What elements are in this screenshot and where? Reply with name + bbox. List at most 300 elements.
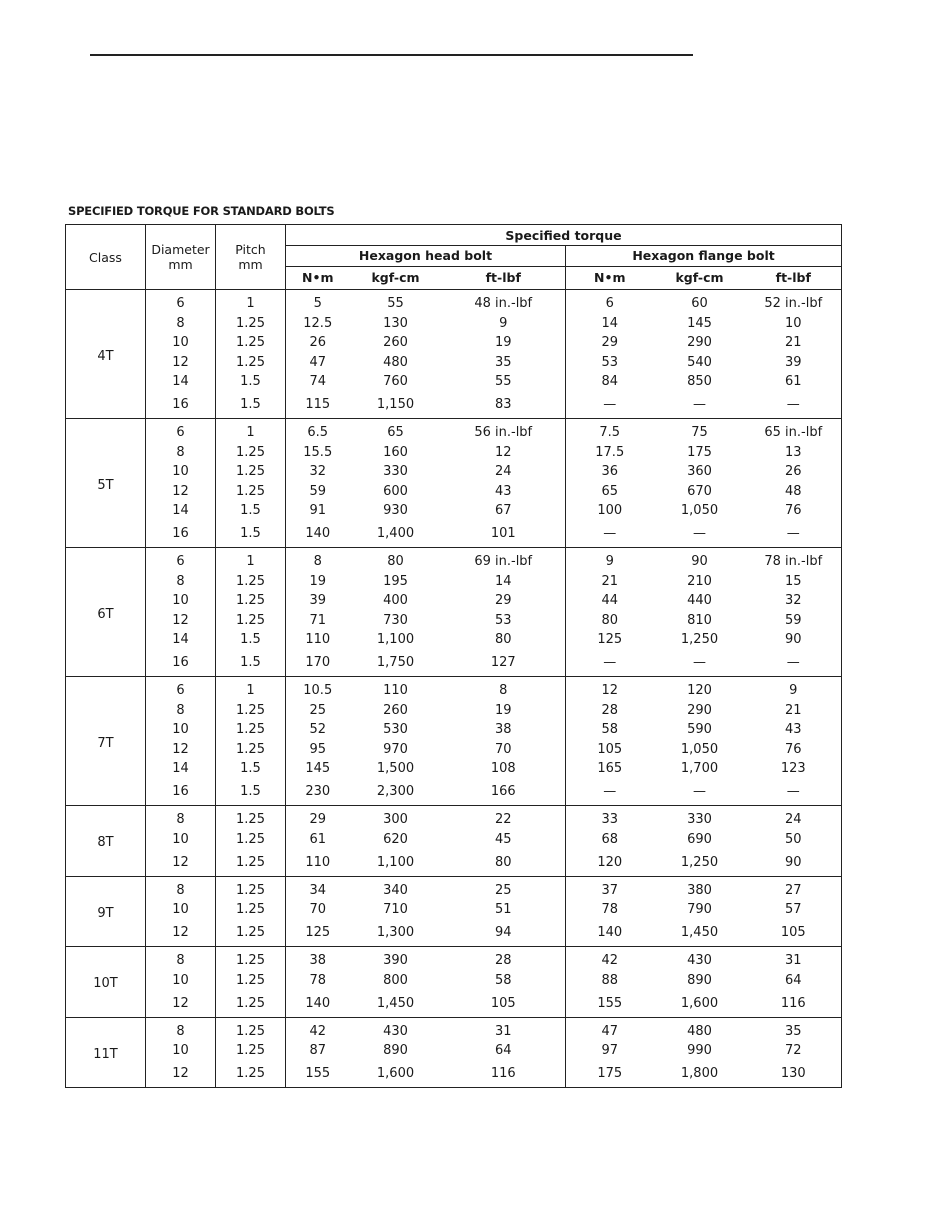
diameter-cell: 6 [146, 677, 216, 701]
flange-nm-cell: 7.5 [599, 425, 621, 441]
diameter-cell: 12 [146, 740, 216, 760]
head-ftlbf-cell: 22 [442, 806, 566, 830]
flange-nm-cell: 97 [601, 1043, 619, 1059]
head-nm-cell: 140 [286, 521, 350, 548]
head-kgfcm-cell: 1,500 [376, 761, 415, 777]
diameter-cell: 12 [146, 990, 216, 1017]
flange-nm-cell: 17.5 [595, 444, 625, 460]
flange-kgfcm-cell: 440 [687, 593, 712, 609]
head-nm-cell: 34 [309, 882, 327, 898]
flange-nm-cell: 47 [601, 1023, 619, 1039]
pitch-cell: 1.25 [216, 443, 286, 463]
diameter-cell: 6 [146, 419, 216, 443]
flange-ftlbf-cell: — [746, 392, 842, 419]
table-row [66, 920, 842, 947]
pitch-cell: 1 [216, 677, 286, 701]
head-ftlbf-cell: 53 [442, 611, 566, 631]
flange-ftlbf-cell: 76 [746, 501, 842, 521]
flange-nm-cell: 58 [601, 722, 619, 738]
flange-ftlbf-cell: — [746, 521, 842, 548]
pitch-cell: 1.25 [216, 1061, 286, 1088]
diameter-cell: 12 [146, 1061, 216, 1088]
flange-ftlbf-cell: 57 [746, 900, 842, 920]
flange-kgfcm-cell: 1,250 [680, 632, 719, 648]
flange-ftlbf-cell: 15 [746, 572, 842, 592]
diameter-cell: 10 [146, 462, 216, 482]
flange-nm-cell: 100 [597, 503, 623, 519]
flange-kgfcm-cell: 850 [687, 374, 712, 390]
table-row [66, 1041, 842, 1061]
pitch-cell: 1.25 [216, 990, 286, 1017]
table-row [66, 372, 842, 392]
head-ftlbf-cell: 8 [442, 677, 566, 701]
flange-nm-cell: 65 [601, 483, 619, 499]
table-row [66, 849, 842, 876]
pitch-cell: 1.25 [216, 353, 286, 373]
diameter-cell: 14 [146, 630, 216, 650]
flange-nm-cell: 12 [601, 683, 619, 699]
flange-ftlbf-cell: 123 [746, 759, 842, 779]
flange-kgfcm-cell: — [654, 392, 746, 419]
head-nm-cell: 91 [309, 503, 327, 519]
pitch-cell: 1 [216, 419, 286, 443]
flange-nm-cell: 125 [597, 632, 623, 648]
head-nm-cell: 8 [313, 554, 322, 570]
unit-head-nm: N•m [286, 266, 350, 289]
flange-nm-cell: 105 [597, 741, 623, 757]
flange-kgfcm-cell: 690 [687, 831, 712, 847]
flange-kgfcm-cell: — [654, 521, 746, 548]
head-nm-cell: 59 [309, 483, 327, 499]
diameter-cell: 10 [146, 900, 216, 920]
flange-kgfcm-cell: 810 [687, 612, 712, 628]
flange-nm-cell: 28 [601, 702, 619, 718]
head-kgfcm-cell: 480 [383, 354, 408, 370]
header-specified-torque: Specified torque [286, 225, 842, 246]
head-kgfcm-cell: 1,100 [350, 849, 442, 876]
top-rule [90, 54, 693, 56]
head-kgfcm-cell: 730 [383, 612, 408, 628]
head-nm-cell: 38 [309, 953, 327, 969]
table-row [66, 611, 842, 631]
flange-ftlbf-cell: 39 [746, 353, 842, 373]
head-nm-cell: 155 [286, 1061, 350, 1088]
flange-kgfcm-cell: 145 [687, 315, 712, 331]
table-row [66, 990, 842, 1017]
header-class-label: Class [89, 249, 122, 265]
head-ftlbf-cell: 38 [442, 720, 566, 740]
head-kgfcm-cell: 430 [383, 1023, 408, 1039]
flange-kgfcm-cell: 380 [687, 882, 712, 898]
table-row [66, 900, 842, 920]
head-ftlbf-cell: 19 [442, 701, 566, 721]
head-nm-cell: 47 [309, 354, 327, 370]
flange-nm-cell: 53 [601, 354, 619, 370]
diameter-cell: 16 [146, 650, 216, 677]
pitch-cell: 1.25 [216, 1041, 286, 1061]
flange-ftlbf-cell: 43 [746, 720, 842, 740]
pitch-cell: 1.25 [216, 572, 286, 592]
head-nm-cell: 125 [286, 920, 350, 947]
flange-kgfcm-cell: 1,050 [680, 741, 719, 757]
flange-kgfcm-cell: 890 [687, 972, 712, 988]
head-nm-cell: 61 [309, 831, 327, 847]
diameter-cell: 8 [146, 443, 216, 463]
flange-nm-cell: 84 [601, 374, 619, 390]
table-row [66, 630, 842, 650]
head-nm-cell: 26 [309, 335, 327, 351]
head-kgfcm-cell: 130 [383, 315, 408, 331]
pitch-cell: 1 [216, 548, 286, 572]
head-nm-cell: 115 [286, 392, 350, 419]
pitch-cell: 1.25 [216, 720, 286, 740]
table-row [66, 876, 842, 900]
head-nm-cell: 95 [309, 741, 327, 757]
head-ftlbf-cell: 56 in.-lbf [442, 419, 566, 443]
flange-nm-cell: 68 [601, 831, 619, 847]
flange-ftlbf-cell: 76 [746, 740, 842, 760]
pitch-cell: 1.25 [216, 591, 286, 611]
head-nm-cell: 29 [309, 812, 327, 828]
head-nm-cell: 42 [309, 1023, 327, 1039]
head-kgfcm-cell: 1,750 [350, 650, 442, 677]
head-ftlbf-cell: 64 [442, 1041, 566, 1061]
table-row [66, 482, 842, 502]
diameter-cell: 8 [146, 947, 216, 971]
head-nm-cell: 145 [305, 761, 331, 777]
flange-ftlbf-cell: — [746, 650, 842, 677]
diameter-cell: 8 [146, 1017, 216, 1041]
flange-nm-cell: 88 [601, 972, 619, 988]
pitch-cell: 1.5 [216, 779, 286, 806]
head-kgfcm-cell: 195 [383, 573, 408, 589]
flange-ftlbf-cell: 65 in.-lbf [746, 419, 842, 443]
flange-nm-cell: 78 [601, 902, 619, 918]
head-kgfcm-cell: 530 [383, 722, 408, 738]
head-ftlbf-cell: 70 [442, 740, 566, 760]
head-ftlbf-cell: 24 [442, 462, 566, 482]
head-kgfcm-cell: 340 [383, 882, 408, 898]
head-nm-cell: 110 [286, 849, 350, 876]
head-nm-cell: 71 [309, 612, 327, 628]
diameter-cell: 14 [146, 759, 216, 779]
flange-kgfcm-cell: 175 [687, 444, 712, 460]
table-row [66, 779, 842, 806]
pitch-cell: 1.25 [216, 876, 286, 900]
page-title: SPECIFIED TORQUE FOR STANDARD BOLTS [68, 204, 335, 218]
flange-kgfcm-cell: 290 [687, 335, 712, 351]
pitch-cell: 1.25 [216, 701, 286, 721]
table-row [66, 740, 842, 760]
flange-kgfcm-cell: 480 [687, 1023, 712, 1039]
flange-ftlbf-cell: 21 [746, 333, 842, 353]
flange-ftlbf-cell: 10 [746, 314, 842, 334]
table-row [66, 572, 842, 592]
head-ftlbf-cell: 116 [442, 1061, 566, 1088]
flange-ftlbf-cell: 78 in.-lbf [746, 548, 842, 572]
flange-kgfcm-cell: 330 [687, 812, 712, 828]
diameter-cell: 8 [146, 572, 216, 592]
unit-flange-ftlbf: ft-lbf [746, 266, 842, 289]
head-ftlbf-cell: 28 [442, 947, 566, 971]
diameter-cell: 10 [146, 971, 216, 991]
flange-ftlbf-cell: 64 [746, 971, 842, 991]
header-pitch-label: Pitch [235, 242, 266, 257]
head-kgfcm-cell: 890 [383, 1043, 408, 1059]
table-body [66, 290, 842, 1088]
head-kgfcm-cell: 330 [383, 464, 408, 480]
table-row [66, 701, 842, 721]
table-row [66, 353, 842, 373]
head-kgfcm-cell: 110 [383, 683, 408, 699]
flange-kgfcm-cell: 540 [687, 354, 712, 370]
head-ftlbf-cell: 83 [442, 392, 566, 419]
table-row [66, 1061, 842, 1088]
head-kgfcm-cell: 300 [383, 812, 408, 828]
flange-nm-cell: 29 [601, 335, 619, 351]
head-nm-cell: 70 [309, 902, 327, 918]
flange-ftlbf-cell: 48 [746, 482, 842, 502]
header-hex-head-bolt: Hexagon head bolt [286, 246, 566, 266]
head-ftlbf-cell: 45 [442, 830, 566, 850]
head-ftlbf-cell: 58 [442, 971, 566, 991]
head-ftlbf-cell: 35 [442, 353, 566, 373]
flange-kgfcm-cell: 1,050 [680, 503, 719, 519]
head-kgfcm-cell: 710 [383, 902, 408, 918]
pitch-cell: 1.5 [216, 372, 286, 392]
flange-nm-cell: 6 [605, 296, 614, 312]
flange-nm-cell: 155 [566, 990, 654, 1017]
flange-nm-cell: 140 [566, 920, 654, 947]
flange-kgfcm-cell: 590 [687, 722, 712, 738]
flange-ftlbf-cell: 50 [746, 830, 842, 850]
pitch-cell: 1.25 [216, 314, 286, 334]
diameter-cell: 10 [146, 830, 216, 850]
table-row [66, 314, 842, 334]
head-kgfcm-cell: 1,400 [350, 521, 442, 548]
table-row [66, 971, 842, 991]
class-cell: 9T [66, 876, 146, 947]
head-ftlbf-cell: 105 [442, 990, 566, 1017]
flange-kgfcm-cell: 1,800 [654, 1061, 746, 1088]
flange-ftlbf-cell: 24 [746, 806, 842, 830]
diameter-cell: 10 [146, 1041, 216, 1061]
flange-kgfcm-cell: 1,600 [654, 990, 746, 1017]
head-nm-cell: 230 [286, 779, 350, 806]
diameter-cell: 6 [146, 548, 216, 572]
diameter-cell: 12 [146, 920, 216, 947]
head-ftlbf-cell: 48 in.-lbf [442, 290, 566, 314]
head-ftlbf-cell: 9 [442, 314, 566, 334]
unit-flange-nm: N•m [566, 266, 654, 289]
pitch-cell: 1.5 [216, 630, 286, 650]
flange-nm-cell: 80 [601, 612, 619, 628]
flange-kgfcm-cell: 790 [687, 902, 712, 918]
class-cell: 10T [66, 947, 146, 1018]
flange-ftlbf-cell: 27 [746, 876, 842, 900]
head-ftlbf-cell: 101 [442, 521, 566, 548]
head-ftlbf-cell: 19 [442, 333, 566, 353]
pitch-cell: 1.25 [216, 920, 286, 947]
header-diameter [146, 225, 216, 290]
pitch-cell: 1.25 [216, 740, 286, 760]
flange-kgfcm-cell: 1,700 [680, 761, 719, 777]
table-row [66, 333, 842, 353]
flange-ftlbf-cell: 59 [746, 611, 842, 631]
head-kgfcm-cell: 760 [383, 374, 408, 390]
flange-nm-cell: 21 [601, 573, 619, 589]
flange-nm-cell: — [566, 650, 654, 677]
diameter-cell: 10 [146, 333, 216, 353]
flange-ftlbf-cell: 116 [746, 990, 842, 1017]
class-cell: 6T [66, 548, 146, 677]
pitch-cell: 1.25 [216, 947, 286, 971]
diameter-cell: 8 [146, 876, 216, 900]
flange-ftlbf-cell: 90 [746, 849, 842, 876]
torque-table [65, 224, 842, 1088]
head-kgfcm-cell: 970 [383, 741, 408, 757]
head-nm-cell: 32 [309, 464, 327, 480]
table-row [66, 759, 842, 779]
pitch-cell: 1.25 [216, 849, 286, 876]
diameter-cell: 8 [146, 314, 216, 334]
pitch-cell: 1.25 [216, 482, 286, 502]
head-ftlbf-cell: 55 [442, 372, 566, 392]
diameter-cell: 6 [146, 290, 216, 314]
head-nm-cell: 12.5 [303, 315, 333, 331]
head-nm-cell: 15.5 [303, 444, 333, 460]
head-ftlbf-cell: 31 [442, 1017, 566, 1041]
diameter-cell: 10 [146, 720, 216, 740]
table-header [66, 225, 842, 290]
flange-ftlbf-cell: 105 [746, 920, 842, 947]
diameter-cell: 12 [146, 849, 216, 876]
flange-nm-cell: — [566, 521, 654, 548]
table-row [66, 677, 842, 701]
table-row [66, 392, 842, 419]
diameter-cell: 16 [146, 779, 216, 806]
table-row [66, 1017, 842, 1041]
flange-ftlbf-cell: 32 [746, 591, 842, 611]
pitch-cell: 1.25 [216, 900, 286, 920]
head-kgfcm-cell: 930 [383, 503, 408, 519]
flange-ftlbf-cell: 26 [746, 462, 842, 482]
flange-nm-cell: 120 [566, 849, 654, 876]
head-nm-cell: 6.5 [307, 425, 329, 441]
flange-kgfcm-cell: 210 [687, 573, 712, 589]
head-ftlbf-cell: 166 [442, 779, 566, 806]
flange-kgfcm-cell: 360 [687, 464, 712, 480]
header-diameter-label: Diameter [151, 242, 210, 257]
head-nm-cell: 87 [309, 1043, 327, 1059]
pitch-cell: 1.5 [216, 521, 286, 548]
flange-ftlbf-cell: 90 [746, 630, 842, 650]
flange-nm-cell: — [566, 392, 654, 419]
flange-ftlbf-cell: 9 [746, 677, 842, 701]
head-nm-cell: 5 [313, 296, 322, 312]
head-kgfcm-cell: 55 [387, 296, 404, 312]
diameter-cell: 14 [146, 501, 216, 521]
flange-nm-cell: 14 [601, 315, 619, 331]
diameter-cell: 10 [146, 591, 216, 611]
diameter-cell: 16 [146, 521, 216, 548]
class-cell: 8T [66, 806, 146, 877]
class-cell: 7T [66, 677, 146, 806]
head-ftlbf-cell: 80 [442, 849, 566, 876]
table-row [66, 443, 842, 463]
flange-ftlbf-cell: 35 [746, 1017, 842, 1041]
head-kgfcm-cell: 1,450 [350, 990, 442, 1017]
flange-nm-cell: 44 [601, 593, 619, 609]
table-row [66, 290, 842, 314]
head-ftlbf-cell: 51 [442, 900, 566, 920]
table-row [66, 501, 842, 521]
class-cell: 11T [66, 1017, 146, 1088]
diameter-cell: 16 [146, 392, 216, 419]
pitch-cell: 1.25 [216, 611, 286, 631]
pitch-cell: 1.5 [216, 392, 286, 419]
table-row [66, 720, 842, 740]
flange-ftlbf-cell: 52 in.-lbf [746, 290, 842, 314]
head-kgfcm-cell: 1,100 [376, 632, 415, 648]
pitch-cell: 1.5 [216, 759, 286, 779]
diameter-cell: 8 [146, 806, 216, 830]
head-ftlbf-cell: 67 [442, 501, 566, 521]
flange-nm-cell: 165 [597, 761, 623, 777]
diameter-cell: 14 [146, 372, 216, 392]
header-hex-flange-bolt: Hexagon flange bolt [566, 246, 842, 266]
head-kgfcm-cell: 260 [383, 702, 408, 718]
table-row [66, 806, 842, 830]
head-kgfcm-cell: 260 [383, 335, 408, 351]
table-row [66, 947, 842, 971]
flange-kgfcm-cell: 1,250 [654, 849, 746, 876]
class-cell: 4T [66, 290, 146, 419]
flange-nm-cell: 175 [566, 1061, 654, 1088]
head-kgfcm-cell: 1,600 [350, 1061, 442, 1088]
table-row [66, 462, 842, 482]
head-kgfcm-cell: 400 [383, 593, 408, 609]
flange-ftlbf-cell: 61 [746, 372, 842, 392]
head-nm-cell: 110 [305, 632, 331, 648]
flange-ftlbf-cell: 31 [746, 947, 842, 971]
header-pitch [216, 225, 286, 290]
head-ftlbf-cell: 43 [442, 482, 566, 502]
flange-kgfcm-cell: 75 [691, 425, 708, 441]
unit-head-kgfcm: kgf-cm [350, 266, 442, 289]
head-ftlbf-cell: 127 [442, 650, 566, 677]
head-nm-cell: 52 [309, 722, 327, 738]
flange-nm-cell: 42 [601, 953, 619, 969]
pitch-cell: 1.5 [216, 650, 286, 677]
flange-kgfcm-cell: — [654, 779, 746, 806]
header-class [66, 225, 146, 290]
head-ftlbf-cell: 29 [442, 591, 566, 611]
pitch-cell: 1.25 [216, 333, 286, 353]
flange-kgfcm-cell: — [654, 650, 746, 677]
head-kgfcm-cell: 600 [383, 483, 408, 499]
diameter-cell: 12 [146, 482, 216, 502]
unit-flange-kgfcm: kgf-cm [654, 266, 746, 289]
flange-nm-cell: — [566, 779, 654, 806]
head-ftlbf-cell: 12 [442, 443, 566, 463]
header-pitch-unit: mm [238, 257, 263, 272]
header-diameter-unit: mm [168, 257, 193, 272]
head-kgfcm-cell: 1,300 [350, 920, 442, 947]
head-kgfcm-cell: 390 [383, 953, 408, 969]
flange-nm-cell: 33 [601, 812, 619, 828]
head-kgfcm-cell: 2,300 [350, 779, 442, 806]
